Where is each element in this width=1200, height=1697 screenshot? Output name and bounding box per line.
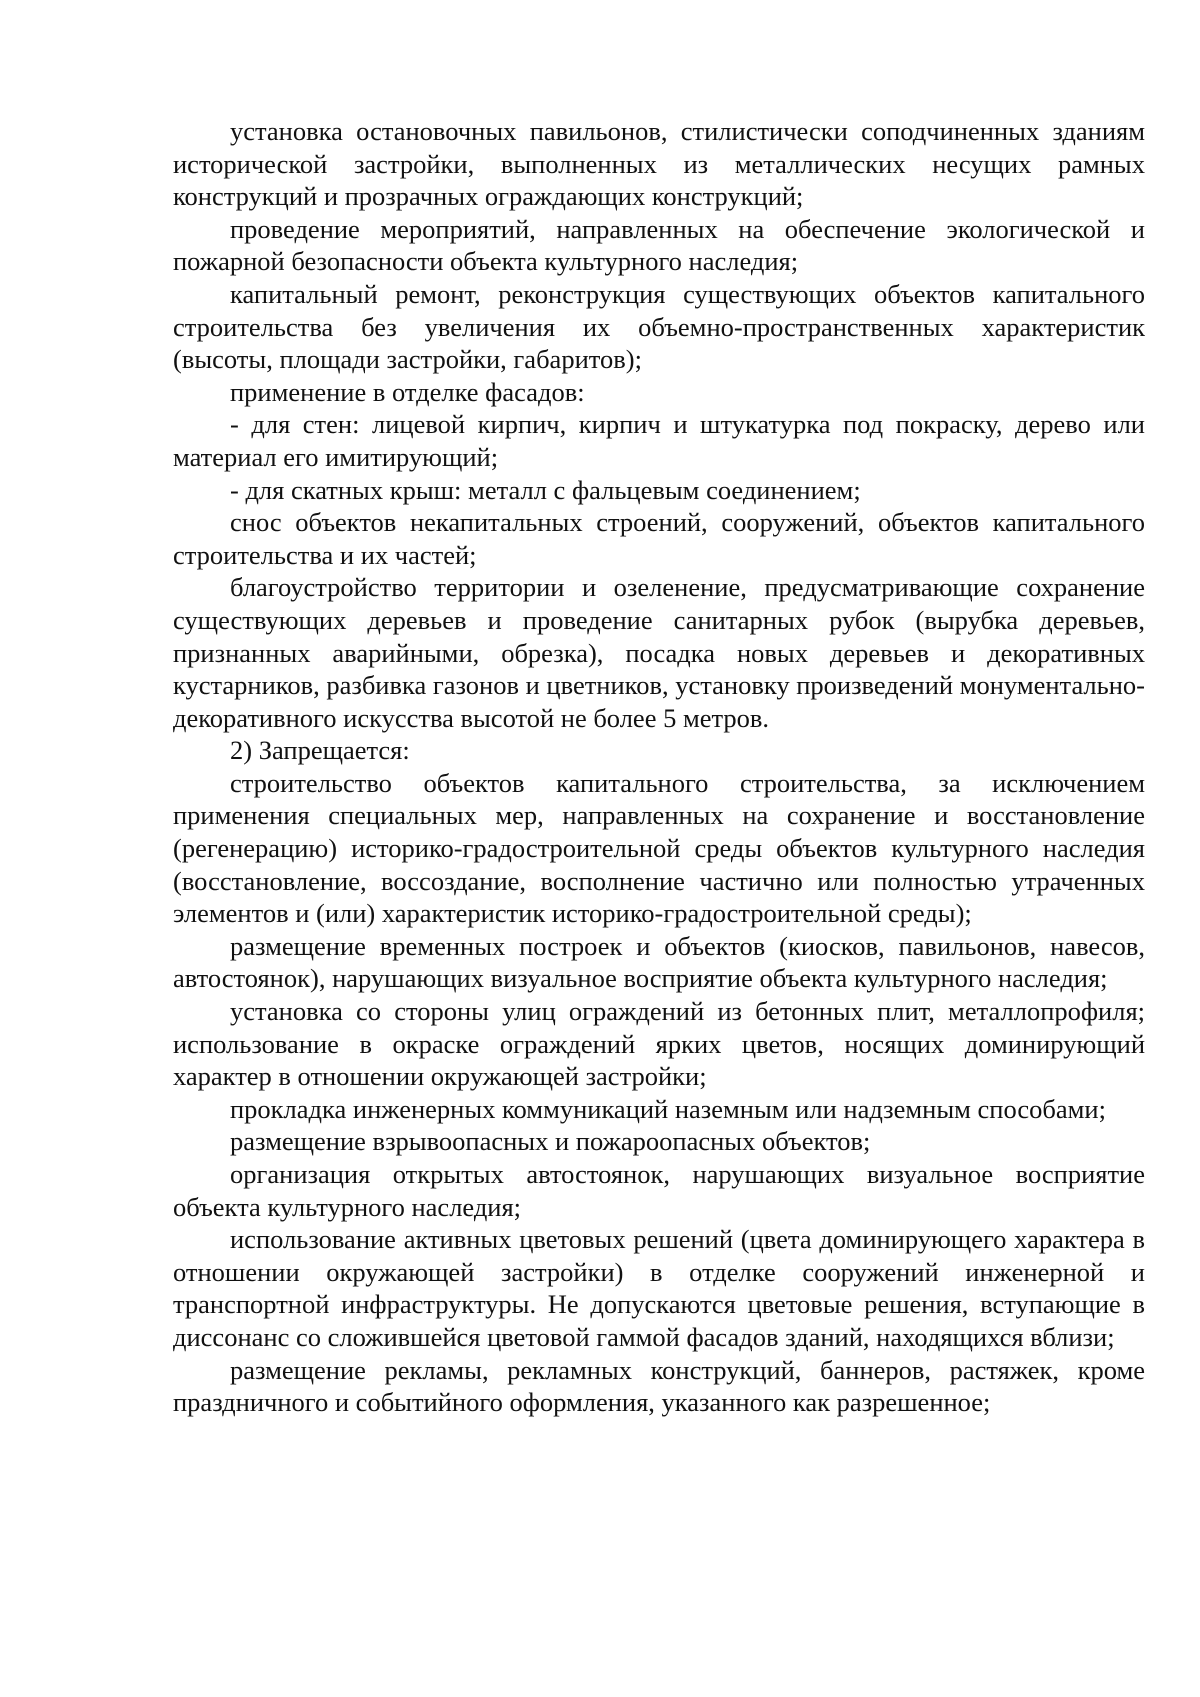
document-body	[173, 115, 1145, 1419]
paragraph-temporary-buildings: размещение временных построек и объектов (киосков, павильонов, навесов, автостоянок), нарушающих визуальное восприятие объекта культурного наследия;	[173, 930, 1145, 994]
paragraph-capital-repair: капитальный ремонт, реконструкция существующих объектов капитального строительства без увеличения их объемно-пространственных характеристик (высоты, площади застройки, габаритов);	[173, 278, 1145, 375]
paragraph-advertising: размещение рекламы, рекламных конструкций, баннеров, растяжек, кроме праздничного и событийного оформления, указанного как разрешенное;	[173, 1354, 1145, 1418]
paragraph-construction: строительство объектов капитального строительства, за исключением применения специальных мер, направленных на сохранение и восстановление (регенерацию) историко-градостроительной среды объектов культурного наследия (восстановление, воссоздание, восполнение частично или полностью утраченных элементов и (или) характеристик историко-градостроительной среды);	[173, 767, 1145, 929]
paragraph-parking: организация открытых автостоянок, нарушающих визуальное восприятие объекта культурного наследия;	[173, 1159, 1145, 1222]
paragraph-utilities: прокладка инженерных коммуникаций наземным или надземным способами;	[230, 1093, 1106, 1124]
section-heading-prohibited: 2) Запрещается:	[230, 735, 410, 766]
paragraph-facade-finishing: применение в отделке фасадов:	[230, 376, 585, 407]
paragraph-walls: - для стен: лицевой кирпич, кирпич и штукатурка под покраску, дерево или материал его имитирующий;	[173, 409, 1145, 472]
paragraph-landscaping: благоустройство территории и озеленение, предусматривающие сохранение существующих деревьев и проведение санитарных рубок (вырубка деревьев, признанных аварийными, обрезка), посадка новых деревьев и декоративных кустарников, разбивка газонов и цветников, установку произведений монументально-декоративного искусства высотой не более 5 метров.	[173, 572, 1145, 733]
paragraph-fences: установка со стороны улиц ограждений из бетонных плит, металлопрофиля; использование в окраске ограждений ярких цветов, носящих доминирующий характер в отношении окружающей застройки;	[173, 996, 1145, 1092]
paragraph-color-solutions: использование активных цветовых решений (цвета доминирующего характера в отношении окружающей застройки) в отделке сооружений инженерной и транспортной инфраструктуры. Не допускаются цветовые решения, вступающие в диссонанс со сложившейся цветовой гаммой фасадов зданий, находящихся вблизи;	[173, 1224, 1145, 1352]
paragraph-demolition: снос объектов некапитальных строений, сооружений, объектов капитального строительства и их частей;	[173, 507, 1145, 570]
paragraph-hazardous-objects: размещение взрывоопасных и пожароопасных объектов;	[230, 1126, 871, 1157]
paragraph-roofs: - для скатных крыш: металл с фальцевым соединением;	[230, 474, 861, 505]
paragraph-safety-measures: проведение мероприятий, направленных на обеспечение экологической и пожарной безопасности объекта культурного наследия;	[173, 213, 1145, 277]
paragraph-bus-stops: установка остановочных павильонов, стилистически соподчиненных зданиям исторической застройки, выполненных из металлических несущих рамных конструкций и прозрачных ограждающих конструкций;	[173, 116, 1145, 212]
